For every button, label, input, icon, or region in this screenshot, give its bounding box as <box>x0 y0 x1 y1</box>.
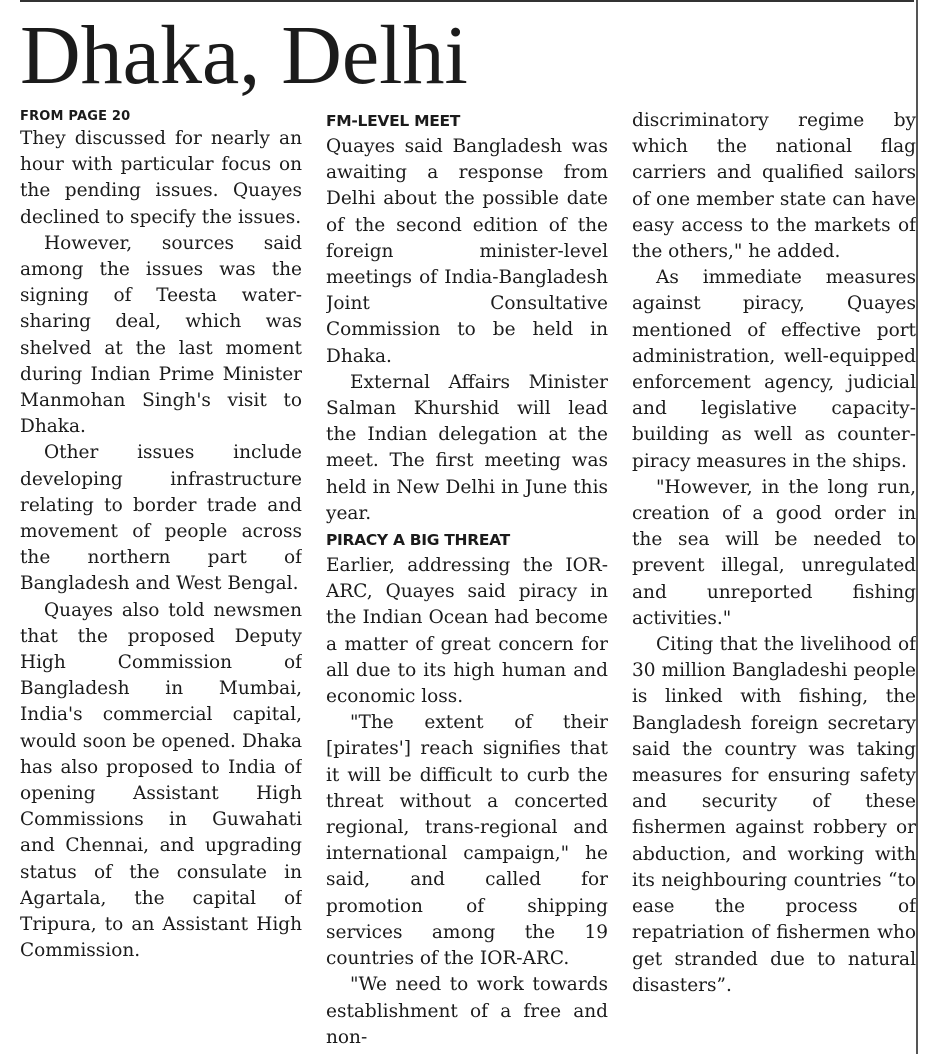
column-rule <box>916 0 918 1054</box>
paragraph: As immediate measures against piracy, Quayes mentioned of effective port administration, well-equipped enforcement agency, judicial and legislative capacity-building as well as counter-piracy measures in the ships. <box>632 267 916 472</box>
paragraph: "However, in the long run, creation of a good order in the sea will be needed to prevent illegal, unregulated and unreported fishing activities." <box>632 476 916 629</box>
paragraph: However, sources said among the issues was the signing of Teesta water-sharing deal, which was shelved at the last moment during Indian Prime Minister Manmohan Singh's visit to Dhaka. <box>20 232 302 438</box>
paragraph: Citing that the livelihood of 30 million Bangladeshi people is linked with fishing, the Bangladesh foreign secretary said the country was taking measures for ensuring safety and security of these fishermen against robbery or abduction, and working with its neighbouring countries “to ease the process of repatriation of fishermen who get stranded due to natural disasters”. <box>632 634 916 996</box>
paragraph: "The extent of their [pirates'] reach signifies that it will be difficult to curb the threat without a concerted regional, trans-regional and international campaign," he said, and called for promotion of shipping services among the 19 countries of the IOR-ARC. <box>326 712 608 970</box>
subhead-fm-level-meet: FM-LEVEL MEET <box>326 112 461 130</box>
article-column-2 <box>326 108 608 1054</box>
article-column-3 <box>632 108 916 1054</box>
paragraph: Other issues include developing infrastructure relating to border trade and movement of people across the northern part of Bangladesh and West Bengal. <box>20 442 302 595</box>
top-rule <box>20 0 914 2</box>
kicker: FROM PAGE 20 <box>20 109 131 124</box>
subhead-piracy: PIRACY A BIG THREAT <box>326 531 510 550</box>
headline: Dhaka, Delhi <box>20 9 468 102</box>
article-column-1 <box>20 108 302 1054</box>
paragraph: Earlier, addressing the IOR-ARC, Quayes said piracy in the Indian Ocean had become a matter of great concern for all due to its high human and economic loss. <box>326 555 608 708</box>
paragraph: Quayes said Bangladesh was awaiting a response from Delhi about the possible date of the second edition of the foreign minister-level meetings of India-Bangladesh Joint Consultative Commission to be held in Dhaka. <box>326 136 608 367</box>
paragraph: Quayes also told newsmen that the proposed Deputy High Commission of Bangladesh in Mumbai, India's commercial capital, would soon be opened. Dhaka has also proposed to India of opening Assistant High Commissions in Guwahati and Chennai, and upgrading status of the consulate in Agartala, the capital of Tripura, to an Assistant High Commission. <box>20 599 302 962</box>
paragraph: They discussed for nearly an hour with particular focus on the pending issues. Quayes declined to specify the issues. <box>20 128 302 228</box>
paragraph: "We need to work towards establishment of a free and non- <box>326 974 608 1048</box>
paragraph: External Affairs Minister Salman Khurshid will lead the Indian delegation at the meet. The first meeting was held in New Delhi in June this year. <box>326 371 608 524</box>
paragraph: discriminatory regime by which the national flag carriers and qualified sailors of one member state can have easy access to the markets of the others," he added. <box>632 110 916 263</box>
